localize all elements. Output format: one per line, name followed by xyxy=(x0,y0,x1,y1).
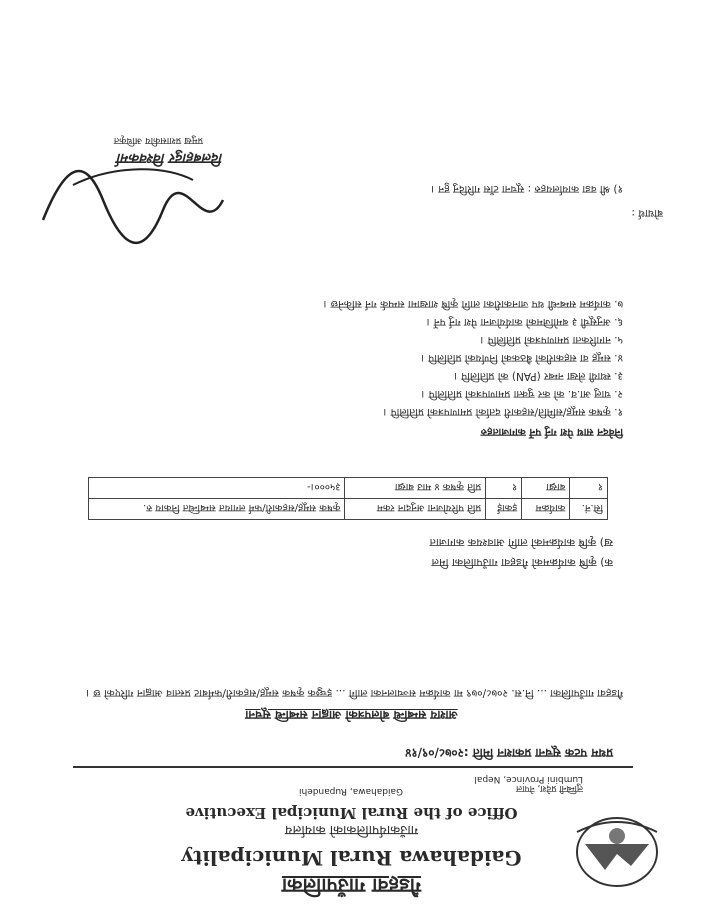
notice-paragraph: गैडहवा गाउँपालिका ... नि.स. २०७८/०७९ मा कार्यक्रम सञ्चालनका लागि ... इच्छुक कृषक समूह/सहकारी/फर्मबाट प्रस्ताव आह्वान गरिएको छ । xyxy=(85,687,623,699)
executive-office-np: गाउँकार्यपालिकाको कार्यालय xyxy=(284,822,419,837)
address-np: लुम्बिनी प्रदेश, नेपाल xyxy=(516,783,583,793)
list-item: ७. कार्यक्रम सम्बन्धी थप जानकारीका लागि कृषि शाखामा सम्पर्क गर्न सकिनेछ । xyxy=(323,298,623,310)
notice-subject: आशय सम्बन्धि बोलपत्रको आह्वान सम्बन्धि सूचना xyxy=(245,708,458,722)
table-cell: १ xyxy=(486,478,522,499)
intro-b: ख) कृषि कार्यक्रमको लागि आवश्यक कागजात xyxy=(429,536,613,549)
office-name-en: Gaidahawa Rural Municipality xyxy=(181,846,522,870)
address-en: Gaidahawa, Rupandehi xyxy=(299,786,403,796)
intro-a: क) कृषि कार्यक्रमको गैडहवा गाउँपालिका मिल xyxy=(431,556,613,569)
table-cell: बाख्रा xyxy=(522,478,570,499)
notice-reference: प्रथम पटक सूचना प्रकाशन मिति :२०७८/०९/१४ xyxy=(405,746,613,760)
province-en: Lumbini Province, Nepal xyxy=(474,774,583,784)
list-item: १. कृषक समूह/समिति/सहकारी दर्ताको प्रमाणपत्रको प्रतिलिपि । xyxy=(383,406,623,418)
signatory-name: दिलबहादुर विश्वकर्मा xyxy=(117,150,223,166)
executive-office-en: Office of the Rural Municipal Executive xyxy=(185,804,518,822)
office-name-np: गैडहवा गाउँपालिका xyxy=(281,874,422,898)
signatory-title: प्रमुख प्रशासकीय अधिकृत xyxy=(113,135,203,146)
list-item: ५. नागरिकता प्रमाणपत्रको प्रतिलिपि । xyxy=(480,334,623,346)
table-header-cell: सि.नं. xyxy=(570,499,608,520)
table-row xyxy=(89,478,608,499)
table-header-note: कृषक समूह/सहकारी/फर्म लगायत सम्बन्धित निकाय रु. xyxy=(143,502,341,513)
table-header-cell: प्रति परियोजना अनुदान रकम xyxy=(345,499,486,520)
doc-list-title: निवेदन साथ पेश गर्नु पर्ने कागजातहरु xyxy=(480,426,623,438)
table-header-row xyxy=(89,499,608,520)
program-table xyxy=(88,477,608,520)
bodhartha-line: १) श्री वडा कार्यालयहरु : सूचना टाँस गरिदिनु हुन । xyxy=(431,183,623,195)
table-cell: प्रति कृषक ४ माउ बाख्रा xyxy=(345,478,486,499)
bodhartha-label: बोधार्थ : xyxy=(631,207,663,219)
header-rule xyxy=(73,766,633,768)
table-header-cell: इकाई xyxy=(486,499,522,520)
list-item: ४. समूह वा सहकारीको बैठकको निर्णयको प्रतिलिपि । xyxy=(420,352,623,364)
table-cell: १ xyxy=(570,478,608,499)
list-item: ३. स्थायी लेखा नम्बर (PAN) को प्रतिलिपि । xyxy=(453,370,623,382)
table-header-cell: कार्यक्रम xyxy=(522,499,570,520)
list-item: ६. अनुसूची ३ बमोजिमको कार्ययोजना पेश गर्नु पर्ने । xyxy=(426,316,623,328)
table-cell: ३५०००।- xyxy=(89,478,345,499)
table-header-cell xyxy=(89,499,345,520)
list-item: २. चालु आ.व. को कर चुक्ता प्रमाणपत्रको प्रतिलिपि । xyxy=(421,388,623,400)
